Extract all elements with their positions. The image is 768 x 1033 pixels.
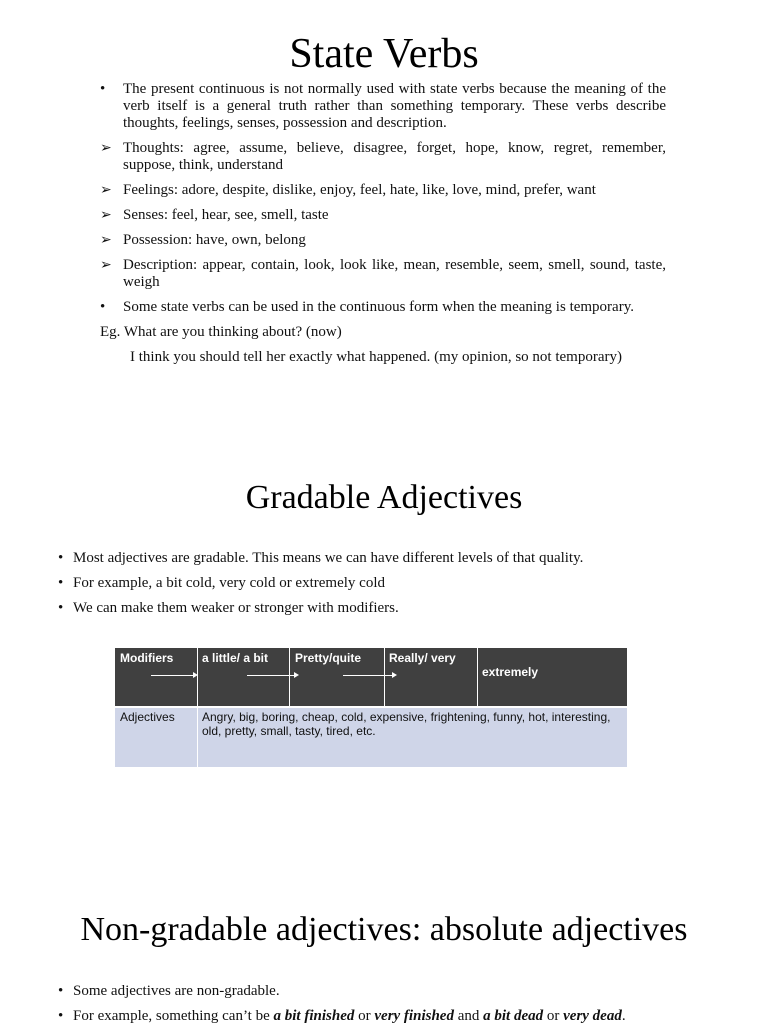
example-line: Eg. What are you thinking about? (now) (100, 324, 342, 340)
bullet-icon: • (58, 550, 64, 566)
gradable-adjectives-title: Gradable Adjectives (245, 479, 523, 516)
text-fragment: For example, something can’t be (73, 1008, 274, 1024)
list-item (100, 182, 666, 199)
list-item (100, 81, 666, 132)
table-row-label: Adjectives (120, 710, 175, 724)
arrow-right-icon (151, 675, 196, 676)
list-item (56, 550, 736, 567)
list-item-text: Some state verbs can be used in the continuous form when the meaning is temporary. (123, 299, 634, 315)
emphasis-text: very dead (563, 1008, 622, 1024)
modifiers-table (115, 648, 627, 767)
table-header-cell: Modifiers (120, 651, 174, 665)
list-item-text: For example, a bit cold, very cold or extremely cold (73, 575, 385, 591)
state-verbs-section (100, 81, 666, 374)
table-header-cell: a little/ a bit (202, 651, 269, 665)
arrow-bullet-icon: ➢ (100, 141, 112, 156)
state-verbs-title: State Verbs (289, 31, 479, 77)
gradable-adjectives-section (56, 550, 736, 625)
bullet-icon: • (58, 600, 64, 616)
arrow-bullet-icon: ➢ (100, 208, 112, 223)
row-divider (115, 706, 627, 708)
list-item-text: Most adjectives are gradable. This means we can have different levels of that quality. (73, 550, 584, 566)
table-header-cell: Pretty/quite (295, 651, 362, 665)
arrow-bullet-icon: ➢ (100, 233, 112, 248)
list-item-text: We can make them weaker or stronger with modifiers. (73, 600, 399, 616)
list-item-text: Thoughts: agree, assume, believe, disagree, forget, hope, know, regret, remember, suppose, think, understand (123, 140, 666, 173)
list-item (56, 575, 736, 592)
arrow-right-icon (247, 675, 297, 676)
arrow-bullet-icon: ➢ (100, 183, 112, 198)
list-item (56, 600, 736, 617)
column-divider (384, 648, 385, 707)
table-header-cell: Really/ very (389, 651, 456, 665)
list-item-text (73, 1008, 626, 1024)
list-item-text: Senses: feel, hear, see, smell, taste (123, 207, 329, 223)
text-fragment: or (354, 1008, 375, 1024)
bullet-icon: • (100, 299, 106, 315)
emphasis-text: a bit dead (483, 1008, 544, 1024)
list-item (100, 207, 666, 224)
table-header-row (115, 648, 627, 707)
emphasis-text: very finished (374, 1008, 454, 1024)
non-gradable-adjectives-title: Non-gradable adjectives: absolute adjectives (80, 911, 688, 948)
text-fragment: and (453, 1008, 484, 1024)
table-cell: Angry, big, boring, cheap, cold, expensive, frightening, funny, hot, interesting, old, pretty, small, tasty, tired, etc. (202, 710, 611, 738)
bullet-icon: • (100, 81, 106, 97)
column-divider (289, 648, 290, 707)
emphasis-text: a bit finished (273, 1008, 355, 1024)
bullet-icon: • (58, 983, 64, 999)
list-item (100, 232, 666, 249)
list-item-text: Possession: have, own, belong (123, 232, 306, 248)
list-item-text: Description: appear, contain, look, look like, mean, resemble, seem, smell, sound, taste, weigh (123, 257, 666, 290)
list-item-text: Feelings: adore, despite, dislike, enjoy, feel, hate, like, love, mind, prefer, want (123, 182, 596, 198)
bullet-icon: • (58, 575, 64, 591)
arrow-right-icon (343, 675, 395, 676)
list-item-text: Some adjectives are non-gradable. (73, 983, 280, 999)
table-header-cell: extremely (482, 665, 539, 679)
arrow-bullet-icon: ➢ (100, 258, 112, 273)
text-fragment: or (543, 1008, 564, 1024)
non-gradable-adjectives-section (56, 983, 746, 1033)
text-fragment: . (621, 1008, 626, 1024)
list-item (56, 983, 746, 1000)
list-item (56, 1008, 746, 1025)
bullet-icon: • (58, 1008, 64, 1024)
example-line: I think you should tell her exactly what happened. (my opinion, so not temporary) (130, 349, 622, 365)
column-divider (477, 648, 478, 707)
list-item (100, 299, 666, 316)
list-item (100, 140, 666, 174)
list-item (100, 257, 666, 291)
list-item-text: The present continuous is not normally used with state verbs because the meaning of the verb itself is a general truth rather than something temporary. These verbs describe thoughts, feelings, senses, possession and description. (123, 81, 666, 131)
